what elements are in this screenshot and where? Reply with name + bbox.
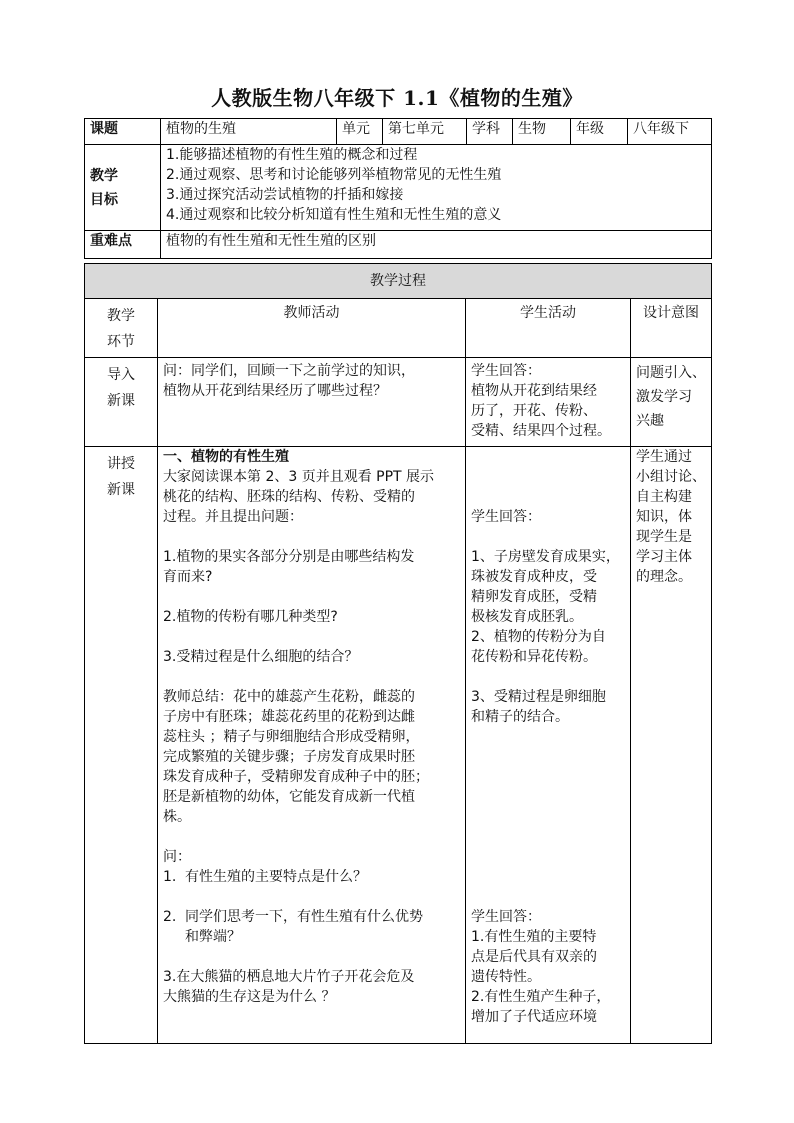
lecture-teacher-activity: 一、植物的有性生殖 大家阅读课本第 2、3 页并且观看 PPT 展示 桃花的结构、胚珠的结构、传粉、受精的 过程。并且提出问题： 1.植物的果实各部分分别是由哪些结构发 育而来? 2.植物的传粉有哪几种类型? 3.受精过程是什么细胞的结合？ 教师总结：花中的雄蕊产生花粉，雌蕊的 子房中有胚珠；雄蕊花药里的花粉到达雌 蕊柱头 ；精子与卵细胞结合形成受精卵， 完成繁殖的关键步骤；子房发育成果时胚 珠发育成种子，受精卵发育成种子中的胚； 胚是新植物的幼体，它能发育成新一代植 株。 问： 1. 有性生殖的主要特点是什么？ 2. 同学们思考一下，有性生殖有什么优势 和弊端？ 3.在大熊猫的栖息地大片竹子开花会危及 大熊猫的生存这是为什么 ？ (158, 447, 466, 1044)
answer-5: 2.有性生殖产生种子， (471, 989, 611, 1005)
student-activity-header: 学生活动 (466, 299, 631, 358)
intro-design-intent: 问题引入、 激发学习 兴趣 (631, 358, 712, 447)
unit-value: 第七单元 (383, 119, 467, 145)
lecture-student-activity: 学生回答： 1、子房壁发育成果实， 珠被发育成种皮，受 精卵发育成胚，受精 极核发育成胚乳。 2、植物的传粉分为自 花传粉和异花传粉。 3、受精过程是卵细胞 和精子的结合。 学生回答： 1.有性生殖的主要特 点是后代具有双亲的 遗传特性。 2.有性生殖产生种子， 增加了子代适应环境 (466, 447, 631, 1044)
objectives-list (161, 145, 712, 231)
teacher-summary: 教师总结：花中的雄蕊产生花粉，雌蕊的 (163, 689, 415, 705)
student-reply-label: 学生回答： (471, 509, 541, 525)
lesson-label: 课题 (85, 119, 161, 145)
question-4: 1. 有性生殖的主要特点是什么？ (163, 869, 367, 885)
objective-item: 1.能够描述植物的有性生殖的概念和过程 (166, 147, 418, 163)
design-intent-header: 设计意图 (631, 299, 712, 358)
objective-item: 3.通过探究活动尝试植物的扦插和嫁接 (166, 187, 404, 203)
objectives-label: 教学 目标 (85, 145, 161, 231)
question-1: 1.植物的果实各部分分别是由哪些结构发 (163, 549, 415, 565)
answer-4: 1.有性生殖的主要特 (471, 929, 597, 945)
question-6: 3.在大熊猫的栖息地大片竹子开花会危及 (163, 969, 415, 985)
key-points-label: 重难点 (85, 231, 161, 259)
grade-label: 年级 (571, 119, 628, 145)
unit-label: 单元 (337, 119, 383, 145)
objective-item: 4.通过观察和比较分析知道有性生殖和无性生殖的意义 (166, 207, 502, 223)
lecture-stage-label: 讲授 新课 (85, 447, 158, 1044)
question-2: 2.植物的传粉有哪几种类型? (163, 609, 338, 625)
stage-header: 教学 环节 (85, 299, 158, 358)
student-reply-label: 学生回答： (471, 909, 541, 925)
answer-2: 2、植物的传粉分为自 (471, 629, 606, 645)
key-points-value: 植物的有性生殖和无性生殖的区别 (161, 231, 712, 259)
answer-1: 1、子房壁发育成果实， (471, 549, 620, 565)
teaching-process-table (84, 263, 712, 1044)
intro-stage-label: 导入 新课 (85, 358, 158, 447)
section-heading: 一、植物的有性生殖 (163, 449, 289, 465)
lesson-info-table (84, 118, 712, 259)
subject-value: 生物 (513, 119, 571, 145)
lecture-design-intent: 学生通过 小组讨论、 自主构建 知识，体 现学生是 学习主体 的理念。 (631, 447, 712, 1044)
subject-label: 学科 (467, 119, 513, 145)
objective-item: 2.通过观察、思考和讨论能够列举植物常见的无性生殖 (166, 167, 502, 183)
teacher-activity-header: 教师活动 (158, 299, 466, 358)
intro-student-activity: 学生回答： 植物从开花到结果经 历了，开花、传粉、 受精、结果四个过程。 (466, 358, 631, 447)
process-section-title: 教学过程 (85, 264, 712, 299)
lesson-value: 植物的生殖 (161, 119, 337, 145)
answer-3: 3、受精过程是卵细胞 (471, 689, 606, 705)
grade-value: 八年级下 (628, 119, 712, 145)
document-title: 人教版生物八年级下 1.1《植物的生殖》 (211, 86, 583, 110)
question-5: 2. 同学们思考一下，有性生殖有什么优势 和弊端？ (163, 909, 423, 945)
question-3: 3.受精过程是什么细胞的结合？ (163, 649, 359, 665)
intro-teacher-activity: 问：同学们，回顾一下之前学过的知识， 植物从开花到结果经历了哪些过程？ (158, 358, 466, 447)
